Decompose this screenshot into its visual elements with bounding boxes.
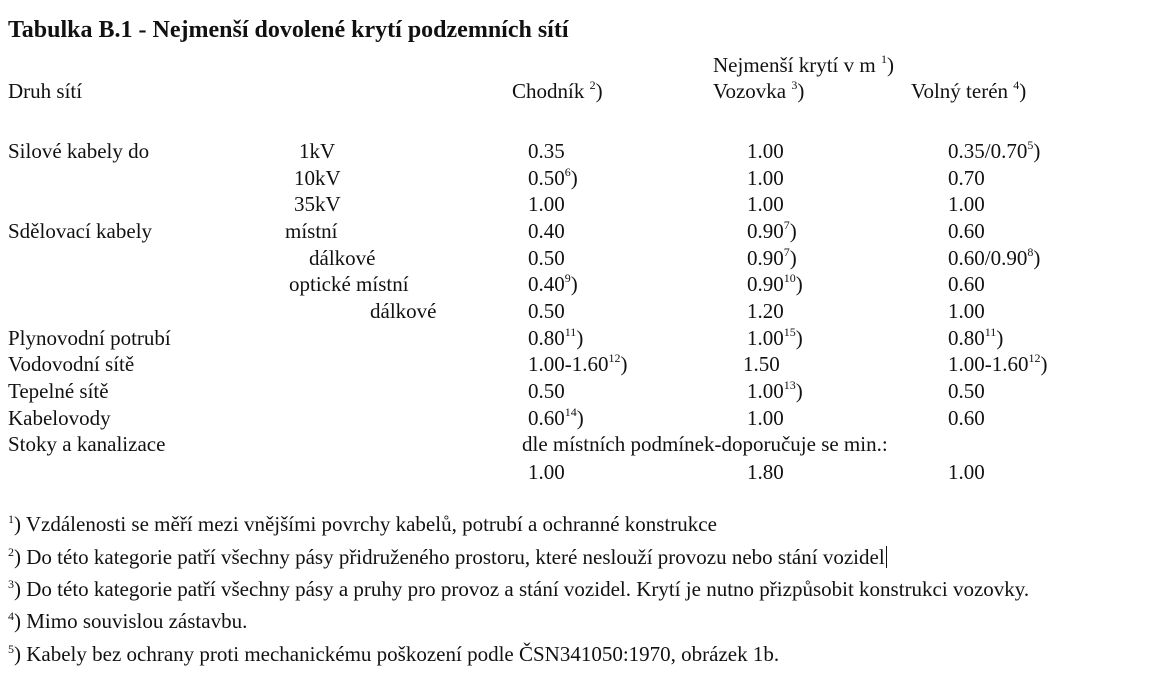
cell-teren: 0.60/0.90$^8$) (948, 245, 1041, 270)
footnote: $^3$) Do této kategorie patří všechny pásy a pruhy pro provoz a stání vozidel. Krytí je nutno přizpůsobit konstrukci vozovky. (8, 577, 1030, 601)
row-subtype: 35kV (294, 192, 341, 216)
cell-vozovka: 1.00$^{15}$) (747, 325, 803, 350)
cell-chodnik: 0.80$^{11}$) (528, 325, 584, 350)
cell-chodnik: 0.40 (528, 219, 565, 243)
cell-teren: 1.00 (948, 299, 985, 323)
cell-teren: 0.60 (948, 272, 985, 296)
cell-teren: 0.60 (948, 406, 985, 430)
row-name: Tepelné sítě (8, 379, 109, 403)
row-subtype: 10kV (294, 166, 341, 190)
row-name: Silové kabely do (8, 139, 150, 163)
header-row-label: Druh sítí (8, 79, 83, 103)
cell-chodnik: 0.35 (528, 139, 565, 163)
footnote: $^4$) Mimo souvislou zástavbu. (8, 609, 248, 633)
cell-chodnik: 1.00 (528, 192, 565, 216)
row-name: Sdělovací kabely (8, 219, 153, 243)
cell-vozovka: 1.00 (747, 192, 784, 216)
row-name: Stoky a kanalizace (8, 432, 166, 456)
cell-teren: 0.80$^{11}$) (948, 325, 1004, 350)
cell-vozovka: 1.00 (747, 139, 784, 163)
text-cursor (886, 546, 887, 568)
cell-chodnik: 0.60$^{14}$) (528, 405, 584, 430)
cell-teren: 0.35/0.70$^5$) (948, 138, 1041, 163)
header-col-chodnik: Chodník $^2$) (512, 78, 603, 103)
cell-chodnik: 1.00 (528, 460, 565, 484)
cell-teren: 0.70 (948, 166, 985, 190)
cell-vozovka: 0.90$^7$) (747, 245, 797, 270)
row-name: Kabelovody (8, 406, 111, 430)
cell-vozovka: 0.90$^{10}$) (747, 271, 803, 296)
row-subtype: optické místní (289, 272, 409, 296)
cell-chodnik: 0.50 (528, 379, 565, 403)
cell-teren: 1.00-1.60$^{12}$) (948, 351, 1048, 376)
cell-chodnik: 0.40$^9$) (528, 271, 578, 296)
header-group-label: Nejmenší krytí v m $^1$) (713, 52, 894, 77)
table-title: Tabulka B.1 - Nejmenší dovolené krytí podzemních sítí (8, 17, 569, 43)
row-subtype: 1kV (299, 139, 336, 163)
header-col-teren: Volný terén $^4$) (911, 78, 1027, 103)
row-subtype: dálkové (309, 246, 376, 270)
header-col-vozovka: Vozovka $^3$) (713, 78, 805, 103)
cell-vozovka: 1.00 (747, 166, 784, 190)
cell-teren: 0.60 (948, 219, 985, 243)
cell-chodnik: 1.00-1.60$^{12}$) (528, 351, 628, 376)
cell-vozovka: 1.20 (747, 299, 784, 323)
cell-teren: 1.00 (948, 460, 985, 484)
row-subtype: místní (285, 219, 338, 243)
footnote: $^2$) Do této kategorie patří všechny pásy přidruženého prostoru, které neslouží provozu nebo stání vozidel (8, 545, 885, 569)
cell-teren: 0.50 (948, 379, 985, 403)
cell-vozovka: 1.00 (747, 406, 784, 430)
footnote: $^5$) Kabely bez ochrany proti mechanickému poškození podle ČSN341050:1970, obrázek 1b. (8, 642, 780, 666)
cell-chodnik: 0.50 (528, 246, 565, 270)
cell-vozovka: 1.00$^{13}$) (747, 378, 803, 403)
row-span-note: dle místních podmínek-doporučuje se min.: (522, 432, 888, 456)
footnote: $^1$) Vzdálenosti se měří mezi vnějšími povrchy kabelů, potrubí a ochranné konstrukce (8, 512, 717, 536)
row-name: Vodovodní sítě (8, 352, 135, 376)
cell-vozovka: 0.90$^7$) (747, 218, 797, 243)
cell-chodnik: 0.50$^6$) (528, 165, 578, 190)
cell-vozovka: 1.50 (743, 352, 780, 376)
row-subtype: dálkové (370, 299, 437, 323)
row-name: Plynovodní potrubí (8, 326, 171, 350)
cell-vozovka: 1.80 (747, 460, 784, 484)
cell-chodnik: 0.50 (528, 299, 565, 323)
cell-teren: 1.00 (948, 192, 985, 216)
